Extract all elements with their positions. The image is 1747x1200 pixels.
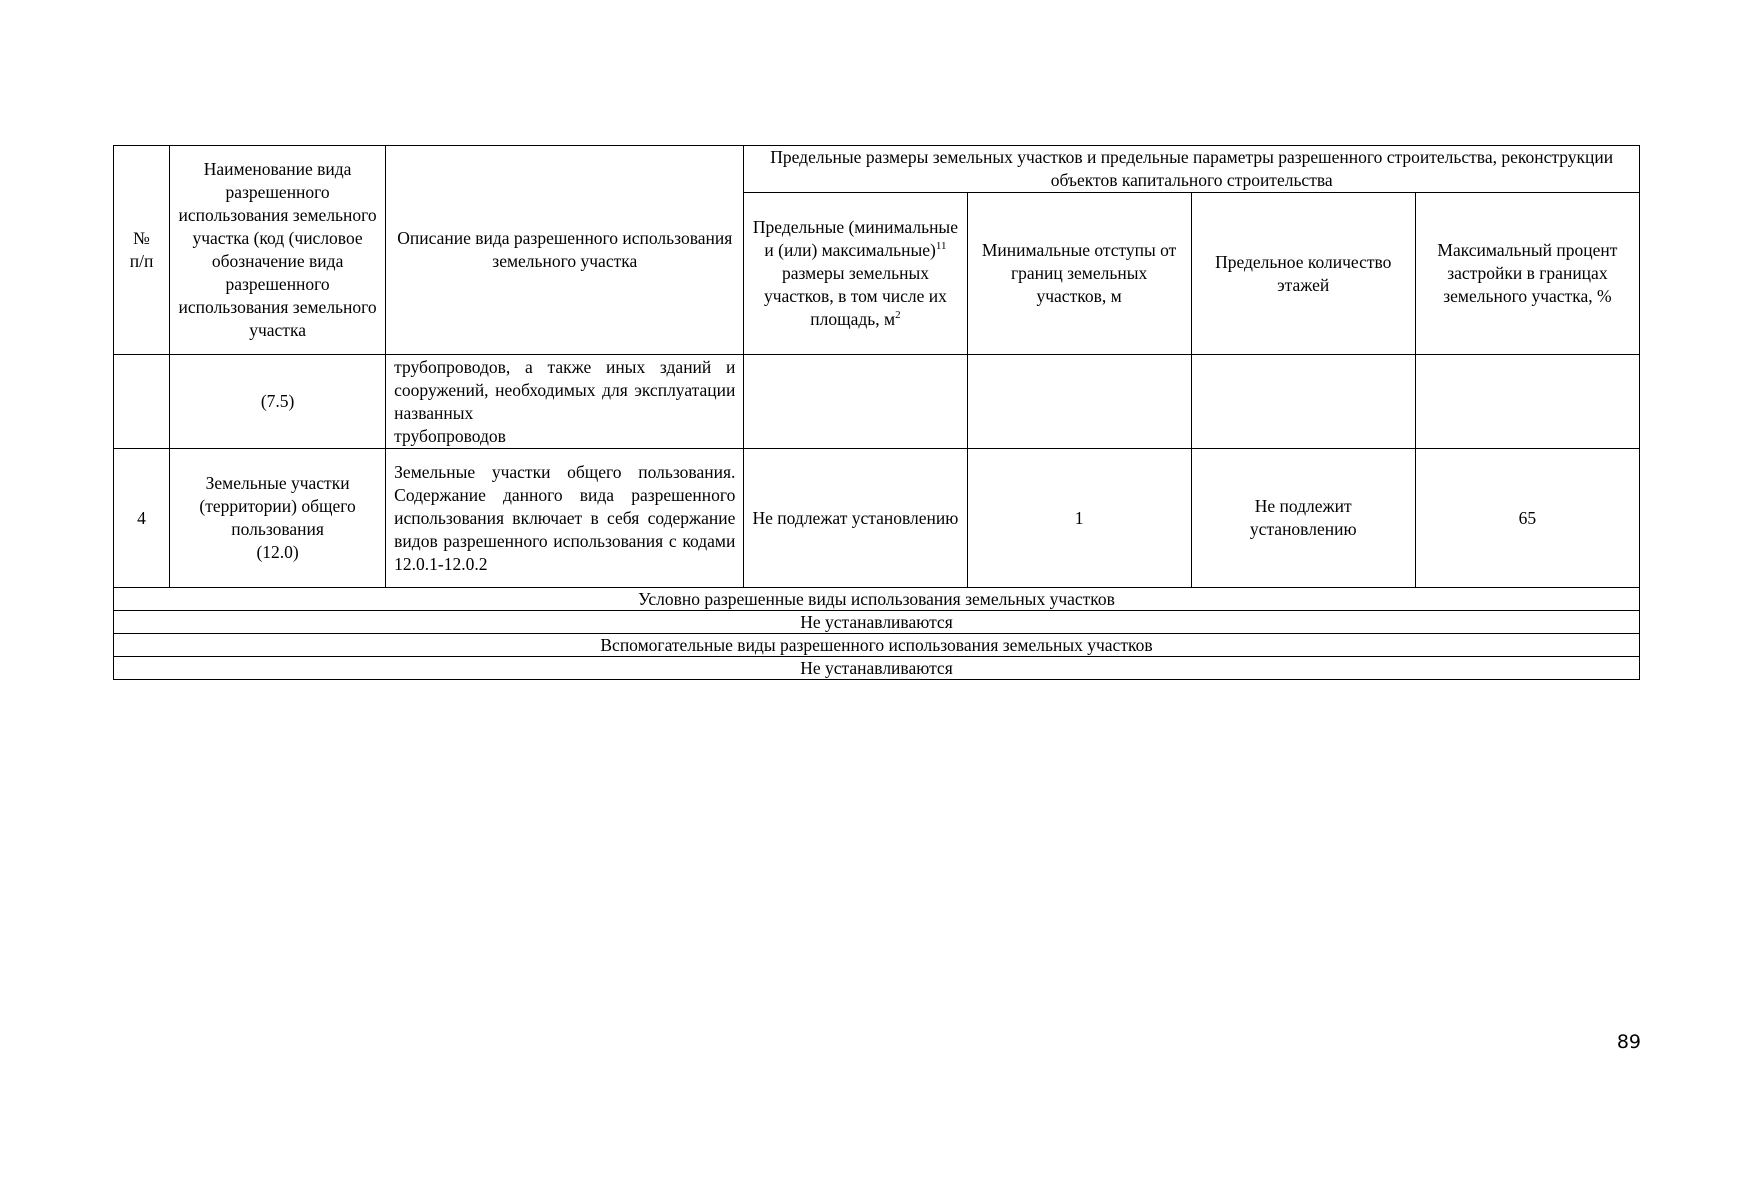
- cell-number: [114, 355, 170, 449]
- description-main: трубопроводов, а также иных зданий и сооружений, необходимых для эксплуатации названных: [394, 356, 736, 423]
- header-coverage: Максимальный процент застройки в границах земельного участка, %: [1415, 193, 1639, 355]
- header-description: Описание вида разрешенного использования земельного участка: [386, 146, 744, 355]
- section-heading: Условно разрешенные виды использования земельных участков: [114, 588, 1640, 611]
- section-row-auxiliary-value: [114, 657, 1640, 680]
- cell-plot-sizes: [744, 355, 967, 449]
- table-header: [114, 146, 1640, 355]
- cell-floors: Не подлежит установлению: [1191, 449, 1415, 588]
- section-row-conditional: [114, 588, 1640, 611]
- header-row-top: [114, 146, 1640, 193]
- header-plot-sizes-text: Предельные (минимальные и (или) максимальные): [752, 217, 958, 260]
- description-main: Земельные участки общего пользования. Содержание данного вида разрешенного использования включает в себя содержание видов разрешенного использования с кодами: [394, 461, 736, 551]
- cell-coverage: 65: [1415, 449, 1639, 588]
- cell-coverage: [1415, 355, 1639, 449]
- header-use-name: Наименование вида разрешенного использования земельного участка (код (числовое обозначение вида разрешенного использования земельного участка: [170, 146, 386, 355]
- cell-floors: [1191, 355, 1415, 449]
- section-heading: Вспомогательные виды разрешенного использования земельных участков: [114, 634, 1640, 657]
- section-value: Не устанавливаются: [114, 657, 1640, 680]
- section-row-auxiliary: [114, 634, 1640, 657]
- header-limits-group: Предельные размеры земельных участков и предельные параметры разрешенного строительства, реконструкции объектов капитального строительства: [744, 146, 1640, 193]
- cell-description: [386, 355, 744, 449]
- land-use-regulations-table: [113, 145, 1640, 680]
- table-row: [114, 449, 1640, 588]
- section-row-conditional-value: [114, 611, 1640, 634]
- description-tail: трубопроводов: [394, 425, 506, 446]
- table-body: [114, 355, 1640, 680]
- cell-plot-sizes: Не подлежат установлению: [744, 449, 967, 588]
- page-number: 89: [1616, 1031, 1641, 1053]
- footnote-ref: 11: [935, 240, 947, 253]
- table-row: [114, 355, 1640, 449]
- cell-setback: [967, 355, 1191, 449]
- section-value: Не устанавливаются: [114, 611, 1640, 634]
- cell-use-name: (7.5): [170, 355, 386, 449]
- header-plot-sizes-text-2: размеры земельных участков, в том числе их площадь, м: [763, 263, 947, 329]
- cell-setback: 1: [967, 449, 1191, 588]
- header-setback: Минимальные отступы от границ земельных участков, м: [967, 193, 1191, 355]
- cell-number: 4: [114, 449, 170, 588]
- header-plot-sizes: [744, 193, 967, 355]
- cell-description: [386, 449, 744, 588]
- cell-use-name: Земельные участки (территории) общего пользования (12.0): [170, 449, 386, 588]
- unit-superscript: 2: [895, 309, 901, 322]
- description-tail: 12.0.1-12.0.2: [394, 553, 488, 574]
- header-number: № п/п: [114, 146, 170, 355]
- header-floors: Предельное количество этажей: [1191, 193, 1415, 355]
